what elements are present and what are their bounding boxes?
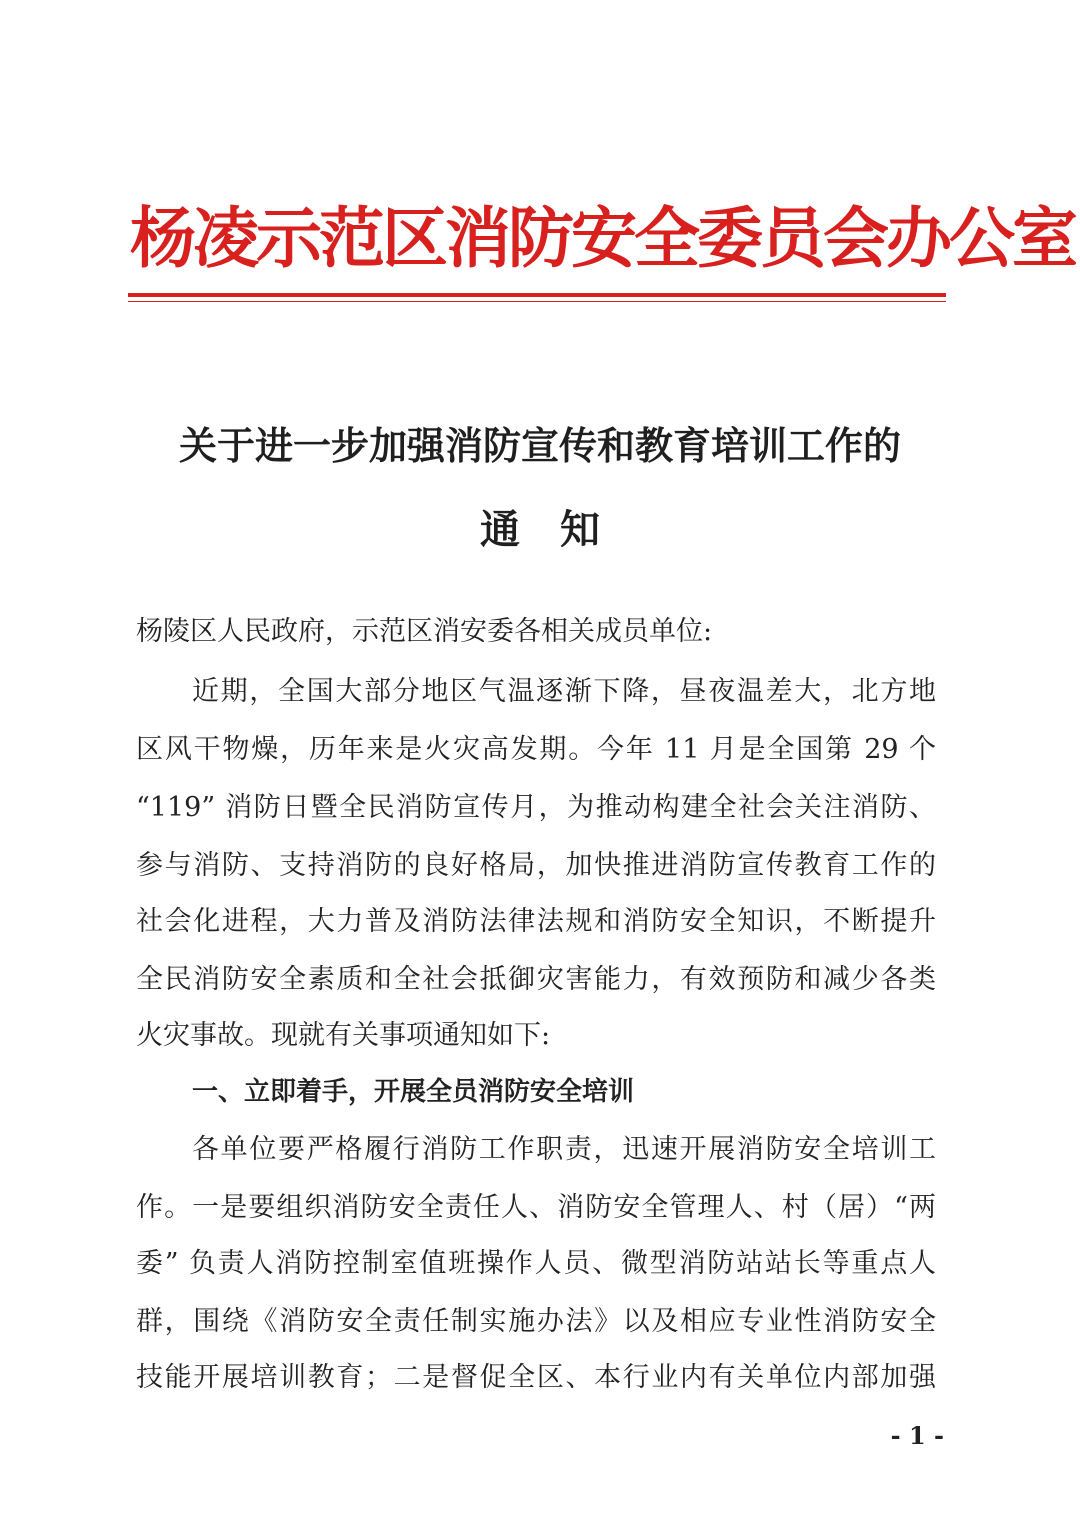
paragraph-line: 技能开展培训教育；二是督促全区、本行业内有关单位内部加强 xyxy=(136,1362,936,1393)
paragraph-line: 作。一是要组织消防安全责任人、消防安全管理人、村（居）“两 xyxy=(136,1192,936,1223)
paragraph-line: 参与消防、支持消防的良好格局，加快推进消防宣传教育工作的 xyxy=(136,850,936,881)
paragraph-line: 火灾事故。现就有关事项通知如下: xyxy=(136,1020,551,1051)
paragraph-line: 委” 负责人消防控制室值班操作人员、微型消防站站长等重点人 xyxy=(136,1248,936,1279)
paragraph-line: 群，围绕《消防安全责任制实施办法》以及相应专业性消防安全 xyxy=(136,1306,936,1337)
page-number: - 1 - xyxy=(890,1421,944,1450)
paragraph-line: 区风干物燥，历年来是火灾高发期。今年 11 月是全国第 29 个 xyxy=(136,734,936,765)
issuing-authority-header: 杨凌示范区消防安全委员会办公室 xyxy=(130,199,1075,277)
section-heading-1: 一、立即着手，开展全员消防安全培训 xyxy=(192,1077,635,1107)
paragraph-line: 各单位要严格履行消防工作职责，迅速开展消防安全培训工 xyxy=(192,1134,936,1165)
red-separator-line-thin xyxy=(128,301,946,302)
paragraph-line: “119” 消防日暨全民消防宣传月，为推动构建全社会关注消防、 xyxy=(136,792,936,823)
paragraph-line: 社会化进程，大力普及消防法律法规和消防安全知识，不断提升 xyxy=(136,906,936,937)
red-separator-line xyxy=(128,293,946,297)
paragraph-line: 近期，全国大部分地区气温逐渐下降，昼夜温差大，北方地 xyxy=(192,676,936,707)
addressee-line: 杨陵区人民政府，示范区消安委各相关成员单位: xyxy=(136,616,713,647)
paragraph-line: 全民消防安全素质和全社会抵御灾害能力，有效预防和减少各类 xyxy=(136,964,936,995)
document-title-line-2: 通 知 xyxy=(480,506,600,553)
document-title-line-1: 关于进一步加强消防宣传和教育培训工作的 xyxy=(178,423,901,468)
